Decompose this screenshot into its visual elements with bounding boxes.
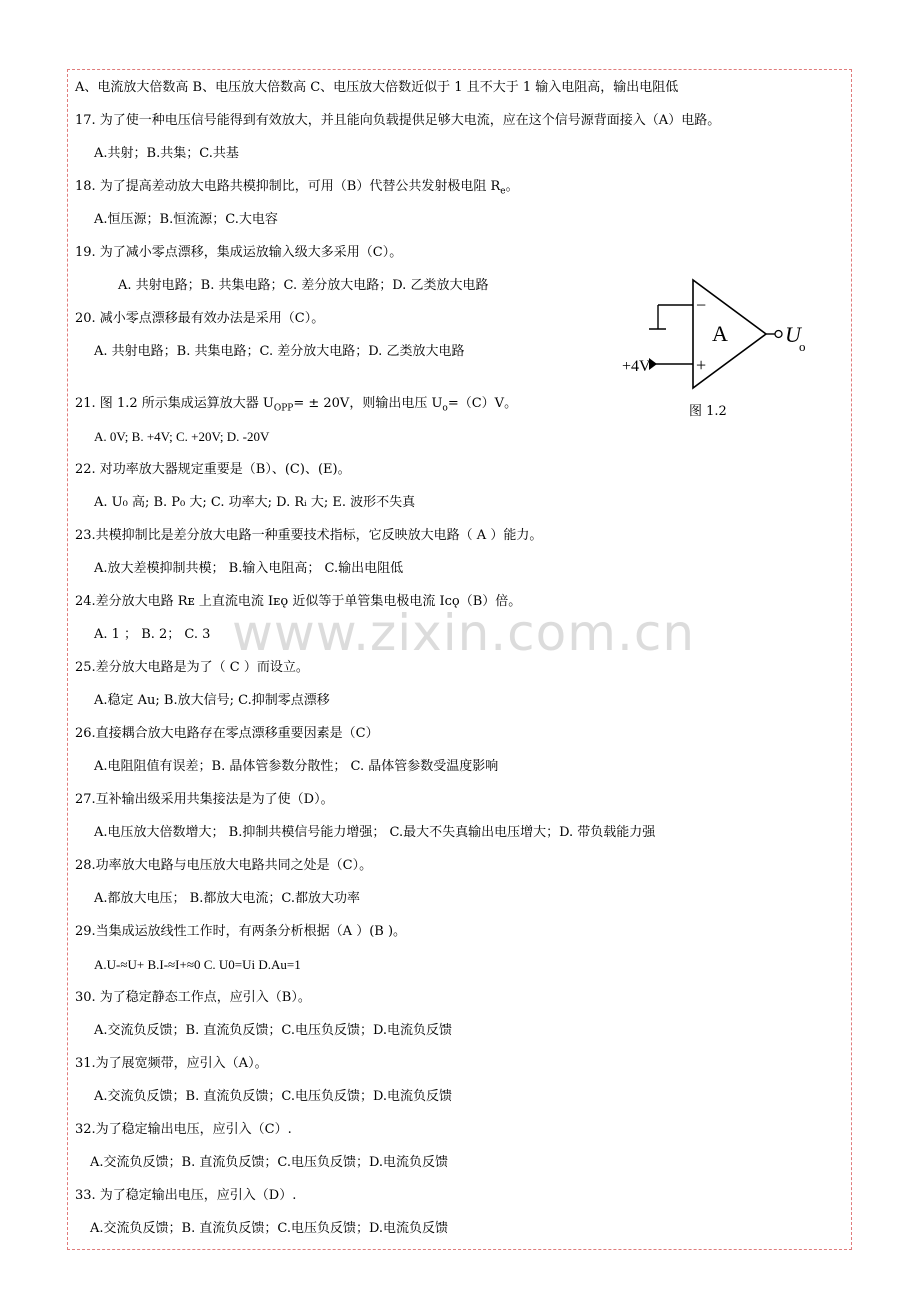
output-terminal bbox=[775, 331, 782, 338]
question-26: 26.直接耦合放大电路存在零点漂移重要因素是（C） bbox=[75, 726, 379, 741]
answer-options-line: A、电流放大倍数高 B、电压放大倍数高 C、电压放大倍数近似于 1 且不大于 1 输入电阻高，输出电阻低 bbox=[75, 80, 679, 95]
options-30: A.交流负反馈；B. 直流负反馈；C.电压负反馈；D.电流负反馈 bbox=[94, 1023, 453, 1038]
minus-sign: − bbox=[696, 295, 707, 315]
question-31: 31.为了展宽频带，应引入（A）。 bbox=[75, 1056, 268, 1071]
output-label: U bbox=[785, 322, 801, 347]
amp-label: A bbox=[712, 321, 728, 346]
options-20: A. 共射电路；B. 共集电路；C. 差分放大电路；D. 乙类放大电路 bbox=[94, 344, 465, 359]
input-voltage: +4V bbox=[622, 358, 651, 375]
question-27: 27.互补输出级采用共集接法是为了使（D）。 bbox=[75, 792, 334, 807]
figure-caption: 图 1.2 bbox=[689, 404, 727, 419]
options-32: A.交流负反馈；B. 直流负反馈；C.电压负反馈；D.电流负反馈 bbox=[90, 1155, 449, 1170]
options-26: A.电阻阻值有误差；B. 晶体管参数分散性； C. 晶体管参数受温度影响 bbox=[94, 759, 499, 774]
question-24: 24.差分放大电路 Rᴇ 上直流电流 Iᴇǫ 近似等于单管集电极电流 Iᴄǫ（B）倍。 bbox=[75, 594, 522, 609]
question-19: 19. 为了减小零点漂移，集成运放输入级大多采用（C）。 bbox=[75, 245, 403, 260]
op-amp-figure bbox=[620, 272, 820, 422]
options-28: A.都放大电压； B.都放大电流；C.都放大功率 bbox=[94, 891, 360, 906]
output-subscript: o bbox=[799, 339, 806, 354]
options-29: A.U-≈U+ B.I-≈I+≈0 C. U0=Ui D.Au=1 bbox=[94, 957, 301, 972]
question-20: 20. 减小零点漂移最有效办法是采用（C）。 bbox=[75, 311, 325, 326]
watermark: www.zixin.com.cn bbox=[232, 604, 696, 662]
question-29: 29.当集成运放线性工作时，有两条分析根据（A ）(B )。 bbox=[75, 924, 407, 939]
options-23: A.放大差模抑制共模； B.输入电阻高； C.输出电阻低 bbox=[94, 561, 404, 576]
question-25: 25.差分放大电路是为了（ C ）而设立。 bbox=[75, 660, 309, 675]
question-18: 18. 为了提高差动放大电路共模抑制比，可用（B）代替公共发射极电阻 $R_e$。 bbox=[75, 179, 519, 197]
question-32: 32.为了稳定输出电压，应引入（C）. bbox=[75, 1122, 292, 1137]
options-27: A.电压放大倍数增大； B.抑制共模信号能力增强； C.最大不失真输出电压增大；D. 带负载能力强 bbox=[94, 825, 656, 840]
options-33: A.交流负反馈；B. 直流负反馈；C.电压负反馈；D.电流负反馈 bbox=[90, 1221, 449, 1236]
question-21: 21. 图 1.2 所示集成运算放大器 $U_{OPP}= \pm 20V$，则输出电压 $U_o=(C)V$。 bbox=[75, 396, 518, 414]
options-19: A. 共射电路；B. 共集电路；C. 差分放大电路；D. 乙类放大电路 bbox=[118, 278, 489, 293]
options-21: A. 0V; B. +4V; C. +20V; D. -20V bbox=[94, 429, 270, 444]
options-25: A.稳定 Au; B.放大信号; C.抑制零点漂移 bbox=[94, 693, 330, 708]
options-24: A. 1 ； B. 2； C. 3 bbox=[94, 627, 211, 642]
options-18: A.恒压源；B.恒流源；C.大电容 bbox=[94, 212, 278, 227]
question-30: 30. 为了稳定静态工作点，应引入（B）。 bbox=[75, 990, 311, 1005]
question-22: 22. 对功率放大器规定重要是（B）、(C)、(E)。 bbox=[75, 462, 351, 477]
question-33: 33. 为了稳定输出电压，应引入（D）. bbox=[75, 1188, 297, 1203]
plus-sign: + bbox=[696, 355, 707, 375]
question-17: 17. 为了使一种电压信号能得到有效放大，并且能向负载提供足够大电流，应在这个信号源背面接入（A）电路。 bbox=[75, 113, 721, 128]
options-22: A. U₀ 高; B. P₀ 大; C. 功率大; D. Rᵢ 大; E. 波形不失真 bbox=[94, 495, 416, 510]
options-31: A.交流负反馈；B. 直流负反馈；C.电压负反馈；D.电流负反馈 bbox=[94, 1089, 453, 1104]
question-23: 23.共模抑制比是差分放大电路一种重要技术指标，它反映放大电路（ A ）能力。 bbox=[75, 528, 543, 543]
question-28: 28.功率放大电路与电压放大电路共同之处是（C）。 bbox=[75, 858, 373, 873]
options-17: A.共射；B.共集；C.共基 bbox=[94, 146, 239, 161]
